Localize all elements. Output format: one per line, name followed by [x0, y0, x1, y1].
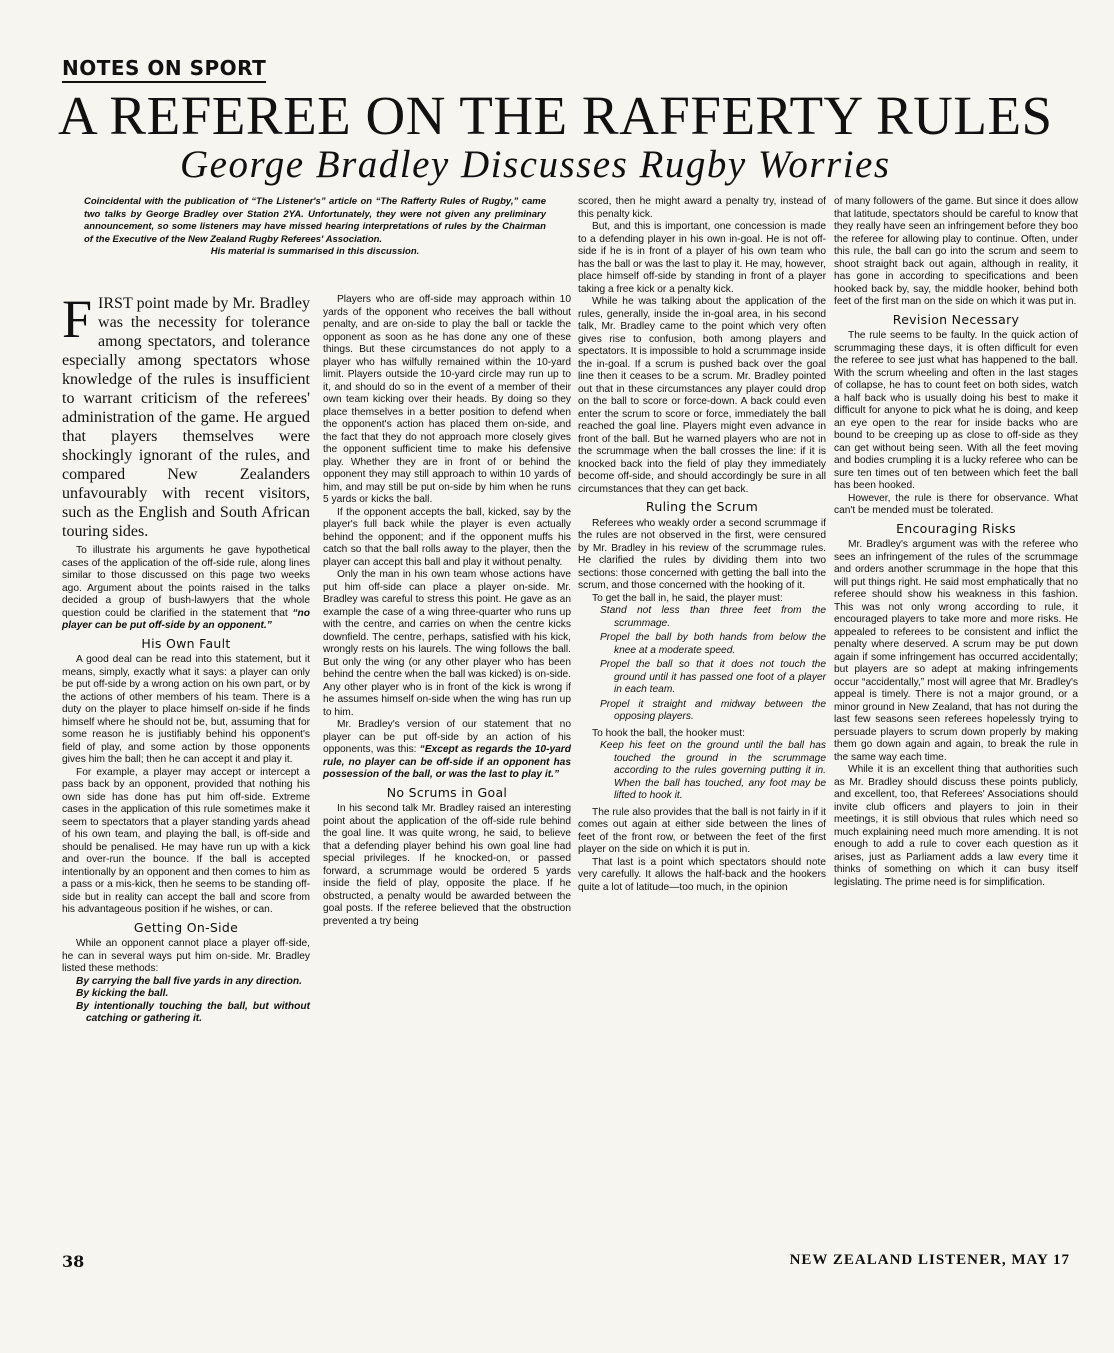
paragraph: To hook the ball, the hooker must:	[592, 727, 745, 739]
intro-last-line: His material is summarised in this discussion.	[210, 246, 420, 258]
list-item: Propel it straight and midway between the opposing players.	[600, 698, 826, 722]
paragraph: For example, a player may accept or intercept a pass back by an opponent, provided that nothing his own side has done has put him off-side. Extreme cases in the application of this rule sometimes make it seem to spectators that a player standing yards ahead of his own team, and playing the ball, is off-side and should be penalised. He may have run up with a kick and over-run the bounce. If the ball is accepted intentionally by an opponent and then comes to him as a pass or a mis-kick, then he seems to be standing off-side but in reality can accept the ball and score from his advantageous position if he wishes, or can.	[62, 766, 310, 915]
intro-standfirst	[84, 196, 546, 259]
lead-paragraph	[62, 289, 310, 541]
list-item: By intentionally touching the ball, but without catching or gathering it.	[76, 1000, 310, 1024]
list-item: Propel the ball so that it does not touch the ground until it has passed one foot of a player in each team.	[600, 659, 826, 695]
headline: A REFEREE ON THE RAFFERTY RULES	[58, 85, 1053, 146]
list-item: Keep his feet on the ground until the ball has touched the ground in the scrummage according to the rules governing putting it in. When the ball has touched, any foot may be lifted to hook it.	[600, 740, 826, 801]
paragraph-text: To illustrate his arguments he gave hypothetical cases of the application of the off-side rule, along lines similar to those discussed on this page two weeks ago. Argument about the points raised in the talks decided a group of bush-lawyers that the whole question could be clarified in the statement that	[62, 545, 310, 619]
list-item: Stand not less than three feet from the scrummage.	[600, 605, 826, 629]
page-number: 38	[62, 1252, 85, 1271]
paragraph: Mr. Bradley's argument was with the referee who sees an infringement of the rules of the scrummage and orders another scrummage in the hope that this will put things right. He said most emphatically that no referee should show his weakness in this fashion. This was not only wrong according to rule, it encouraged players to take more and more risks. He appealed to referees to be consistent and inflict the penalty where deserved. A scrum may be put down again if some infringement has occurred accidentally; but players are so adept at making infringements occur “accidentally,” most will agree that Mr. Bradley's appeal is timely. There is not a major ground, or a minor ground in New Zealand, that has not during the last few seasons seen referees hopelessly trying to persuade players to scrum down properly by making them go down again and again, to break the rule in the same way each time.	[834, 539, 1078, 763]
paragraph: While it is an excellent thing that authorities such as Mr. Bradley should discuss these points publicly, and excellent, too, that Referees' Associations should invite club officers and players to join in their meetings, it is still obvious that rules which need so much explaining need much more amending. It is not enough to add a rule to cover each question as it arises, just as Parliament adds a law every time it thinks of something on which it can busy itself legislating. The prime need is for simplification.	[834, 764, 1078, 888]
put-in-rules-list	[600, 605, 826, 724]
column-1	[62, 289, 310, 1026]
paragraph	[62, 545, 310, 633]
paragraph: While an opponent cannot place a player off-side, he can in several ways put him on-side. Mr. Bradley listed these methods:	[62, 938, 310, 974]
section-label: NOTES ON SPORT	[62, 56, 266, 83]
paragraph: scored, then he might award a penalty try, instead of this penalty kick.	[578, 196, 826, 220]
paragraph: That last is a point which spectators should note very carefully. It allows the half-back and the hookers quite a lot of latitude—too much, in the opinion	[578, 856, 826, 893]
column-3	[578, 196, 826, 894]
column-2	[323, 294, 571, 928]
subheading-encouraging-risks: Encouraging Risks	[896, 520, 1016, 536]
magazine-footer: NEW ZEALAND LISTENER, MAY 17	[789, 1252, 1070, 1268]
paragraph: However, the rule is there for observance. What can't be mended must be tolerated.	[834, 492, 1078, 516]
paragraph: While he was talking about the application of the rules, generally, inside the in-goal area, in his second talk, Mr. Bradley came to the point which very often gives rise to confusion, both among players and spectators. It is impossible to hold a scrummage inside the in-goal. If a scrum is pushed back over the goal line then it ceases to be a scrum. Mr. Bradley pointed out that in these circumstances any player could drop on the ball to score or force-down. A back could even enter the scrum to score or force, immediately the ball reached the goal line. Players might even advance in front of the ball. But he warned players who are not in the scrummage when the ball crosses the line: if it is knocked back into the field of play they immediately become off-side, and should accordingly be sure in all circumstances that they can get back.	[578, 296, 826, 495]
quote-text: “no player can be put off-side by an opponent.”	[62, 607, 310, 631]
paragraph: Only the man in his own team whose actions have put him off-side can place a player on-side. Mr. Bradley was careful to stress this point. He gave as an example the case of a wing three-quarter who runs up with the centre, and carries on when the centre kicks downfield. The centre, perhaps, satisfied with his kick, wrongly rests on his laurels. The wing follows the ball. But only the wing (or any other player who has been behind the centre when the ball was kicked) is on-side. Any other player who is in front of the kick is wrong if he assumes himself on-side when the wing has run up to him.	[323, 569, 571, 718]
paragraph	[323, 719, 571, 782]
methods-list	[76, 976, 310, 1026]
paragraph: But, and this is important, one concession is made to a defending player in his own in-goal. He is not off-side if he is in front of a player of his own team who has the ball or was the last to play it. He may, however, place himself off-side by standing in front of a player taking a free kick or a penalty kick.	[578, 221, 826, 295]
intro-text: Coincidental with the publication of “The Listener's” article on “The Rafferty Rules of Rugby,” came two talks by George Bradley over Station 2YA. Unfortunately, they were not given any preliminary announcement, so some listeners may have missed hearing interpretations of rules by the Chairman of the Executive of the New Zealand Rugby Referees' Association.	[84, 196, 546, 245]
hooking-rules-list	[600, 740, 826, 803]
list-item: Propel the ball by both hands from below the knee at a moderate speed.	[600, 632, 826, 656]
paragraph: To get the ball in, he said, the player must:	[592, 592, 783, 604]
paragraph: of many followers of the game. But since it does allow that latitude, spectators should be careful to know that they really have seen an infringement before they boo the referee for allowing play to continue. Often, under this rule, the ball can go into the scrum and seem to shoot straight back out again, although in reality, it has gone in according to specifications and been hooked back by, say, the middle hooker, behind both feet of the first man on the side on which it was put in.	[834, 196, 1078, 307]
list-item: By kicking the ball.	[76, 988, 169, 999]
paragraph: If the opponent accepts the ball, kicked, say by the player's full back while the player is even actually behind the opponent; and if the opponent muffs his catch so that the ball rolls away to the player, then the player can accept this ball and play it without penalty.	[323, 506, 571, 568]
subheading-no-scrums-in-goal: No Scrums in Goal	[386, 784, 508, 800]
drop-cap: F	[62, 289, 93, 349]
subheadline: George Bradley Discusses Rugby Worries	[180, 143, 891, 186]
paragraph-text: Mr. Bradley's version of our statement that no player can be put off-side by an action of his opponents, was this:	[323, 719, 571, 755]
subheading-ruling-the-scrum: Ruling the Scrum	[645, 499, 759, 514]
paragraph: The rule seems to be faulty. In the quick action of scrummaging these days, it is often difficult for even the referee to see just what has happened to the ball. With the scrum wheeling and often in the last stages of collapse, he has to count feet on both sides, watch a half back who is usually doing his best to make it difficult for anyone to pick what he is doing, and keep an eye open to the rear for inside backs who are bound to be creeping up as close to off-side as they can get without being seen. With all the feet moving and bodies crumpling it is a lucky referee who can be sure ten times out of ten between which feet the ball has been hooked.	[834, 330, 1078, 491]
quote-text: “Except as regards the 10-yard rule, no player can be off-side if an opponent has possession of the ball, or was the last to play it.”	[323, 744, 571, 780]
lead-text: IRST point made by Mr. Bradley was the necessity for tolerance among spectators, and tolerance especially among spectators whose knowledge of the rules is insufficient to warrant criticism of the referees' administration of the game. He argued that players themselves were shockingly ignorant of the rules, and compared New Zealanders unfavourably with recent visitors, such as the English and South African touring sides.	[62, 295, 310, 540]
subheading-getting-on-side: Getting On-Side	[133, 919, 239, 935]
subheading-revision-necessary: Revision Necessary	[892, 311, 1020, 327]
subheading-his-own-fault: His Own Fault	[141, 635, 231, 651]
column-4	[834, 196, 1078, 889]
list-item: By carrying the ball five yards in any direction.	[76, 975, 302, 987]
paragraph: The rule also provides that the ball is not fairly in if it comes out again at either side between the lines of feet of the front row, or between the feet of the first player on the side on which it is put in.	[578, 806, 826, 855]
paragraph: Players who are off-side may approach within 10 yards of the opponent who receives the ball without penalty, and are on-side to play the ball or tackle the opponent as soon as he has done any one of these things. But these circumstances do not apply to a player who has wilfully remained within the 10-yard limit. Players outside the 10-yard circle may run up to it, and should do so in the event of a member of their own team kicking over their heads. By doing so they place themselves in a better position to defend when the opponent's action has placed them on-side, and the fact that they do not approach more closely gives the opponent sufficient time to make his defensive play. Whether they are in front of or behind the opponent they may still approach to within 10 yards of him, and may still be put on-side by him when he runs 5 yards or kicks the ball.	[323, 294, 571, 505]
paragraph: A good deal can be read into this statement, but it means, simply, exactly what it says: a player can only be put off-side by a wrong action on his own part, or by the actions of other members of his team. There is a duty on the player to place himself on-side if he finds himself where he should not be, but, assuming that for some reason he is justifiably behind his opponent's field of play, and some action by those opponents gives him the ball; then he can accept it and play it.	[62, 654, 310, 765]
paragraph: Referees who weakly order a second scrummage if the rules are not observed in the first, were censured by Mr. Bradley in his review of the scrummage rules. He clarified the rules by dividing them into two sections: those concerned with getting the ball into the scrum, and those concerned with the hooking of it.	[578, 517, 826, 591]
paragraph: In his second talk Mr. Bradley raised an interesting point about the application of the off-side rule behind the goal line. It was quite wrong, he said, to believe that a defending player behind his own goal line had special privileges. If he knocked-on, or passed forward, a scrummage would be ordered 5 yards inside the field of play, opposite the place. If he obstructed, a penalty would be awarded between the goal posts. If the referee believed that the obstruction prevented a try being	[323, 803, 571, 927]
